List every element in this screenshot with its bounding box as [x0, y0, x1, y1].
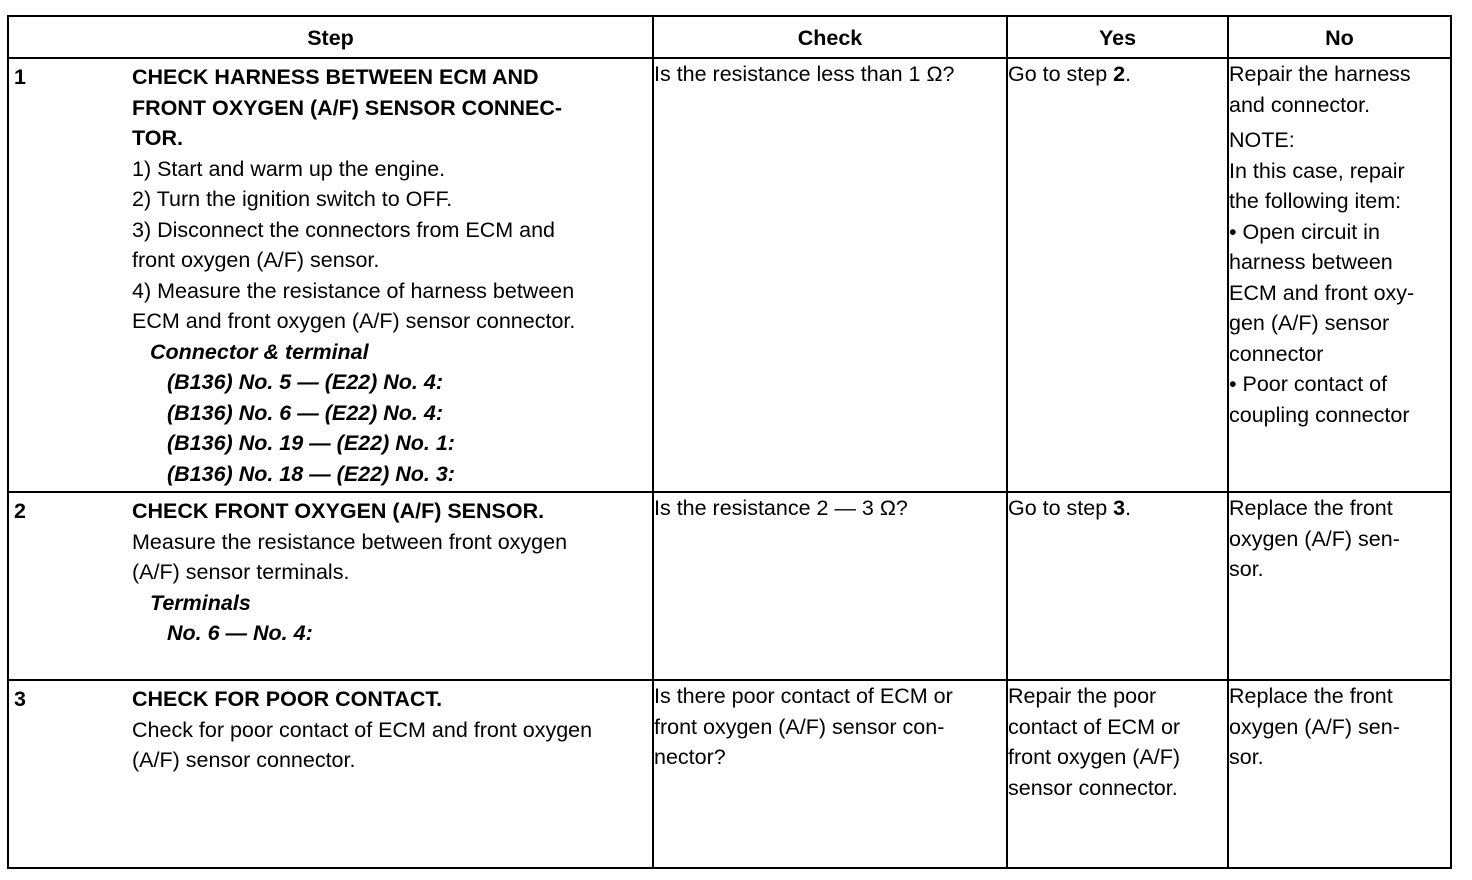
step-text-line: 1) Start and warm up the engine.: [132, 156, 446, 181]
note-item-line: ECM and front oxy-: [1229, 280, 1415, 305]
spec-line: (B136) No. 19 — (E22) No. 1:: [167, 431, 455, 455]
step-text-line: 4) Measure the resistance of harness between: [132, 278, 575, 303]
spec-line: No. 6 — No. 4:: [167, 621, 313, 645]
note-item-line: harness between: [1229, 250, 1393, 274]
step-cell: [8, 58, 653, 492]
spec-line: (B136) No. 18 — (E22) No. 3:: [167, 461, 455, 486]
no-cell: [1228, 492, 1451, 680]
note-item-line: gen (A/F) sensor: [1229, 311, 1390, 335]
header-step: Step: [8, 16, 653, 58]
note-item-line: connector: [1229, 341, 1324, 366]
yes-text: Repair the poor: [1008, 684, 1157, 708]
yes-text: sensor connector.: [1008, 775, 1178, 800]
check-cell: [653, 492, 1007, 680]
header-no: No: [1228, 16, 1451, 58]
no-cell: [1228, 58, 1451, 492]
yes-cell: [1007, 680, 1228, 868]
spec-label: Connector & terminal: [150, 339, 369, 364]
yes-text: Go to step: [1008, 62, 1114, 86]
header-yes: Yes: [1007, 16, 1228, 58]
spec-line: (B136) No. 5 — (E22) No. 4:: [167, 370, 443, 394]
no-text: and connector.: [1229, 92, 1371, 117]
step-cell: [8, 492, 653, 680]
table-row: [8, 492, 1451, 680]
step-title-line: FRONT OXYGEN (A/F) SENSOR CONNEC-: [132, 95, 563, 120]
spec-label: Terminals: [150, 590, 251, 615]
check-text: front oxygen (A/F) sensor con-: [654, 714, 945, 739]
spec-line: (B136) No. 6 — (E22) No. 4:: [167, 400, 443, 425]
check-cell: [653, 58, 1007, 492]
check-text: Is the resistance 2 — 3 Ω?: [654, 496, 908, 520]
no-text: Repair the harness: [1229, 62, 1411, 86]
step-number: 3: [14, 687, 26, 711]
yes-step-number: 2: [1113, 62, 1126, 86]
table-row: [8, 680, 1451, 868]
yes-cell: [1007, 492, 1228, 680]
step-number: 1: [14, 65, 26, 89]
step-title-line: CHECK FRONT OXYGEN (A/F) SENSOR.: [132, 499, 545, 523]
table-row: [8, 58, 1451, 492]
no-text: sor.: [1229, 557, 1264, 581]
note-item-line: • Open circuit in: [1229, 219, 1380, 244]
yes-text: contact of ECM or: [1008, 714, 1181, 739]
no-text: oxygen (A/F) sen-: [1229, 526, 1400, 551]
yes-text: Go to step: [1008, 496, 1114, 520]
yes-text: front oxygen (A/F): [1008, 745, 1181, 769]
step-text-line: (A/F) sensor connector.: [132, 748, 356, 772]
step-text-line: (A/F) sensor terminals.: [132, 560, 350, 584]
yes-cell: [1007, 58, 1228, 492]
header-row: [8, 16, 1451, 58]
note-text: In this case, repair: [1229, 158, 1405, 183]
yes-suffix: .: [1125, 496, 1132, 520]
diagnostic-table: [7, 15, 1452, 869]
check-text: Is there poor contact of ECM or: [654, 684, 953, 708]
check-text: Is the resistance less than 1 Ω?: [654, 62, 955, 86]
note-item-line: coupling connector: [1229, 402, 1410, 427]
step-title-line: CHECK HARNESS BETWEEN ECM AND: [132, 65, 539, 89]
yes-suffix: .: [1125, 62, 1132, 86]
check-text: nector?: [654, 745, 726, 769]
note-text: the following item:: [1229, 189, 1402, 213]
step-number: 2: [14, 499, 26, 523]
note-item-line: • Poor contact of: [1229, 372, 1388, 396]
no-text: Replace the front: [1229, 684, 1393, 708]
step-text-line: front oxygen (A/F) sensor.: [132, 248, 380, 272]
step-title-line: TOR.: [132, 126, 183, 150]
header-check: Check: [653, 16, 1007, 58]
no-text: Replace the front: [1229, 496, 1393, 520]
no-cell: [1228, 680, 1451, 868]
yes-step-number: 3: [1113, 496, 1126, 520]
step-text-line: Measure the resistance between front oxygen: [132, 529, 568, 554]
step-text-line: Check for poor contact of ECM and front oxygen: [132, 717, 593, 742]
step-text-line: 2) Turn the ignition switch to OFF.: [132, 187, 453, 211]
no-text: sor.: [1229, 745, 1264, 769]
no-text: oxygen (A/F) sen-: [1229, 714, 1400, 739]
step-text-line: 3) Disconnect the connectors from ECM and: [132, 217, 556, 242]
step-text-line: ECM and front oxygen (A/F) sensor connector.: [132, 309, 576, 333]
step-cell: [8, 680, 653, 868]
note-label: NOTE:: [1229, 128, 1295, 152]
step-title-line: CHECK FOR POOR CONTACT.: [132, 687, 443, 711]
check-cell: [653, 680, 1007, 868]
